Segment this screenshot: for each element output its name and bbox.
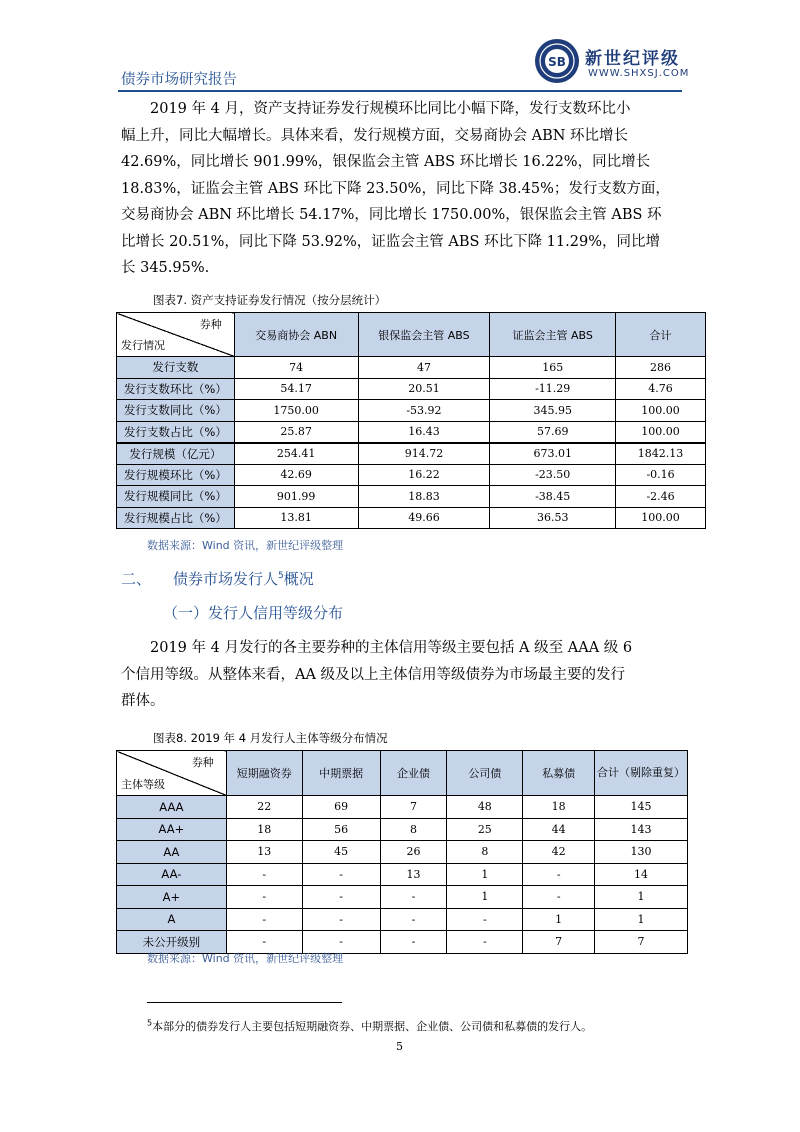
table-corner-cell [117,751,227,796]
row-label: 发行规模环比（%） [117,464,235,486]
table-cell: 42.69 [234,464,358,486]
table-cell: 1842.13 [616,443,706,465]
issuer-rating-table [116,750,688,954]
paragraph-line: 交易商协会 ABN 环比增长 54.17%，同比增长 1750.00%，银保监会主管 ABS 环 [121,207,662,223]
table-cell: 286 [616,357,706,379]
paragraph-line: 2019 年 4 月，资产支持证券发行规模环比同比小幅下降，发行支数环比小 [150,101,631,117]
table-cell: 57.69 [490,421,616,443]
table-cell: 165 [490,357,616,379]
table-cell: - [380,886,447,909]
table-cell: 54.17 [234,378,358,400]
table-cell: - [380,908,447,931]
table-cell: -53.92 [358,400,490,422]
paragraph-line: 2019 年 4 月发行的各主要券种的主体信用等级主要包括 A 级至 AAA 级 6 [150,640,633,656]
table-row [117,378,706,400]
table-cell: - [226,863,302,886]
column-header: 短期融资券 [226,751,302,796]
company-logo-icon [534,38,580,84]
footnote-divider [147,1002,342,1003]
table-cell: - [447,931,523,954]
table-cell: 13 [226,841,302,864]
table-cell: 36.53 [490,507,616,529]
table-cell: 16.22 [358,464,490,486]
table-cell: 4.76 [616,378,706,400]
row-label: 发行支数环比（%） [117,378,235,400]
table-cell: 22 [226,796,302,819]
table-cell: 42 [523,841,595,864]
row-label: 发行支数同比（%） [117,400,235,422]
table-cell: 1 [523,908,595,931]
corner-top-label: 券种 [199,318,222,331]
table-row [117,486,706,508]
header-divider [118,90,682,92]
paragraph-line: 18.83%，证监会主管 ABS 环比下降 23.50%，同比下降 38.45%；发行支数方面， [121,180,670,197]
table-cell: 14 [595,863,688,886]
table-cell: -0.16 [616,464,706,486]
report-title: 债券市场研究报告 [121,72,237,88]
table-row [117,400,706,422]
table-cell: -38.45 [490,486,616,508]
table-cell: 100.00 [616,507,706,529]
row-label: AAA [117,796,227,819]
row-label: AA+ [117,818,227,841]
column-header: 公司债 [447,751,523,796]
table-cell: 145 [595,796,688,819]
table-cell: 18.83 [358,486,490,508]
table-cell: 25.87 [234,421,358,443]
corner-bottom-label: 主体等级 [121,778,165,791]
table-cell: - [302,931,380,954]
table8-source: 数据来源：Wind 资讯，新世纪评级整理 [147,952,344,965]
table-row [117,443,706,465]
abs-issuance-table [116,312,706,529]
table-cell: 18 [523,796,595,819]
logo-name: 新世纪评级 [585,49,680,69]
table-row [117,507,706,529]
table7-source: 数据来源：Wind 资讯，新世纪评级整理 [147,539,344,552]
table-cell: 1 [447,886,523,909]
table-cell: 26 [380,841,447,864]
table-cell: 7 [380,796,447,819]
table-cell: -11.29 [490,378,616,400]
table-cell: 254.41 [234,443,358,465]
column-header: 企业债 [380,751,447,796]
table-cell: 25 [447,818,523,841]
footnote-mark: 5 [147,1018,153,1028]
table-row [117,863,688,886]
section-title: 债券市场发行人 [173,570,279,588]
table-cell: 74 [234,357,358,379]
abs-summary-paragraph [121,96,681,282]
page-number: 5 [396,1040,403,1053]
row-label: 发行支数 [117,357,235,379]
table-row [117,421,706,443]
column-header: 合计 [616,313,706,357]
row-label: 发行规模占比（%） [117,507,235,529]
table-cell: 673.01 [490,443,616,465]
table-cell: 44 [523,818,595,841]
table-row [117,841,688,864]
table-cell: 130 [595,841,688,864]
column-header: 银保监会主管 ABS [358,313,490,357]
row-label: AA- [117,863,227,886]
table-cell: 1 [595,908,688,931]
column-header: 合计（剔除重复） [595,751,688,796]
corner-bottom-label: 发行情况 [121,339,165,352]
table8-caption: 图表8. 2019 年 4 月发行人主体等级分布情况 [153,731,388,745]
table-cell: -2.46 [616,486,706,508]
issuer-rating-paragraph [121,635,681,715]
row-label: 发行规模（亿元） [117,443,235,465]
table-row [117,886,688,909]
table-cell: 914.72 [358,443,490,465]
table-cell: 47 [358,357,490,379]
table-cell: 16.43 [358,421,490,443]
table-cell: 69 [302,796,380,819]
table-cell: 143 [595,818,688,841]
logo-url: WWW.SHXSJ.COM [588,68,690,79]
section-heading [121,568,314,589]
table-cell: 8 [380,818,447,841]
table-cell: - [302,863,380,886]
column-header: 交易商协会 ABN [234,313,358,357]
table-cell: - [523,886,595,909]
row-label: 发行支数占比（%） [117,421,235,443]
footnote-text: 本部分的债券发行人主要包括短期融资券、中期票据、企业债、公司债和私募债的发行人。 [152,1020,593,1033]
table-cell: 345.95 [490,400,616,422]
section-number: 二、 [121,570,152,588]
table-cell: 20.51 [358,378,490,400]
section-title-tail: 概况 [283,570,314,588]
paragraph-line: 比增长 20.51%，同比下降 53.92%，证监会主管 ABS 环比下降 11.29%，同比增 [121,233,660,250]
table-cell: 100.00 [616,400,706,422]
row-label: 发行规模同比（%） [117,486,235,508]
paragraph-line: 幅上升，同比大幅增长。具体来看，发行规模方面，交易商协会 ABN 环比增长 [121,127,629,144]
table-cell: 7 [595,931,688,954]
table-cell: 45 [302,841,380,864]
table-cell: - [447,908,523,931]
column-header: 证监会主管 ABS [490,313,616,357]
row-label: 未公开级别 [117,931,227,954]
row-label: A+ [117,886,227,909]
table-cell: - [302,886,380,909]
subsection-heading: （一）发行人信用等级分布 [163,604,344,622]
table-cell: 901.99 [234,486,358,508]
table-row [117,357,706,379]
table-row [117,796,688,819]
logo-mark: SB [548,55,566,69]
table-cell: 48 [447,796,523,819]
table-cell: 56 [302,818,380,841]
table-cell: 18 [226,818,302,841]
table-cell: - [226,908,302,931]
table-cell: 1 [447,863,523,886]
paragraph-line: 群体。 [121,693,165,709]
table-cell: 49.66 [358,507,490,529]
table-corner-cell [117,313,235,357]
table-row [117,818,688,841]
footnote [147,1018,592,1034]
table-header-row [117,313,706,357]
table-cell: -23.50 [490,464,616,486]
column-header: 中期票据 [302,751,380,796]
corner-top-label: 券种 [191,756,214,769]
table-row [117,464,706,486]
table-cell: 8 [447,841,523,864]
table-cell: - [226,931,302,954]
table-cell: 1750.00 [234,400,358,422]
row-label: A [117,908,227,931]
table-cell: - [302,908,380,931]
table-cell: 13 [380,863,447,886]
table-cell: - [226,886,302,909]
paragraph-line: 长 345.95%. [121,260,210,276]
table-header-row [117,751,688,796]
paragraph-line: 个信用等级。从整体来看，AA 级及以上主体信用等级债券为市场最主要的发行 [121,666,626,683]
row-label: AA [117,841,227,864]
table-cell: - [380,931,447,954]
footnote-ref: 5 [278,571,284,581]
column-header: 私募债 [523,751,595,796]
paragraph-line: 42.69%，同比增长 901.99%，银保监会主管 ABS 环比增长 16.22%，同比增长 [121,154,651,170]
table-cell: 100.00 [616,421,706,443]
table-cell: 1 [595,886,688,909]
table-cell: - [523,863,595,886]
table-cell: 13.81 [234,507,358,529]
table-row [117,908,688,931]
table7-caption: 图表7. 资产支持证券发行情况（按分层统计） [153,293,387,307]
table-cell: 7 [523,931,595,954]
